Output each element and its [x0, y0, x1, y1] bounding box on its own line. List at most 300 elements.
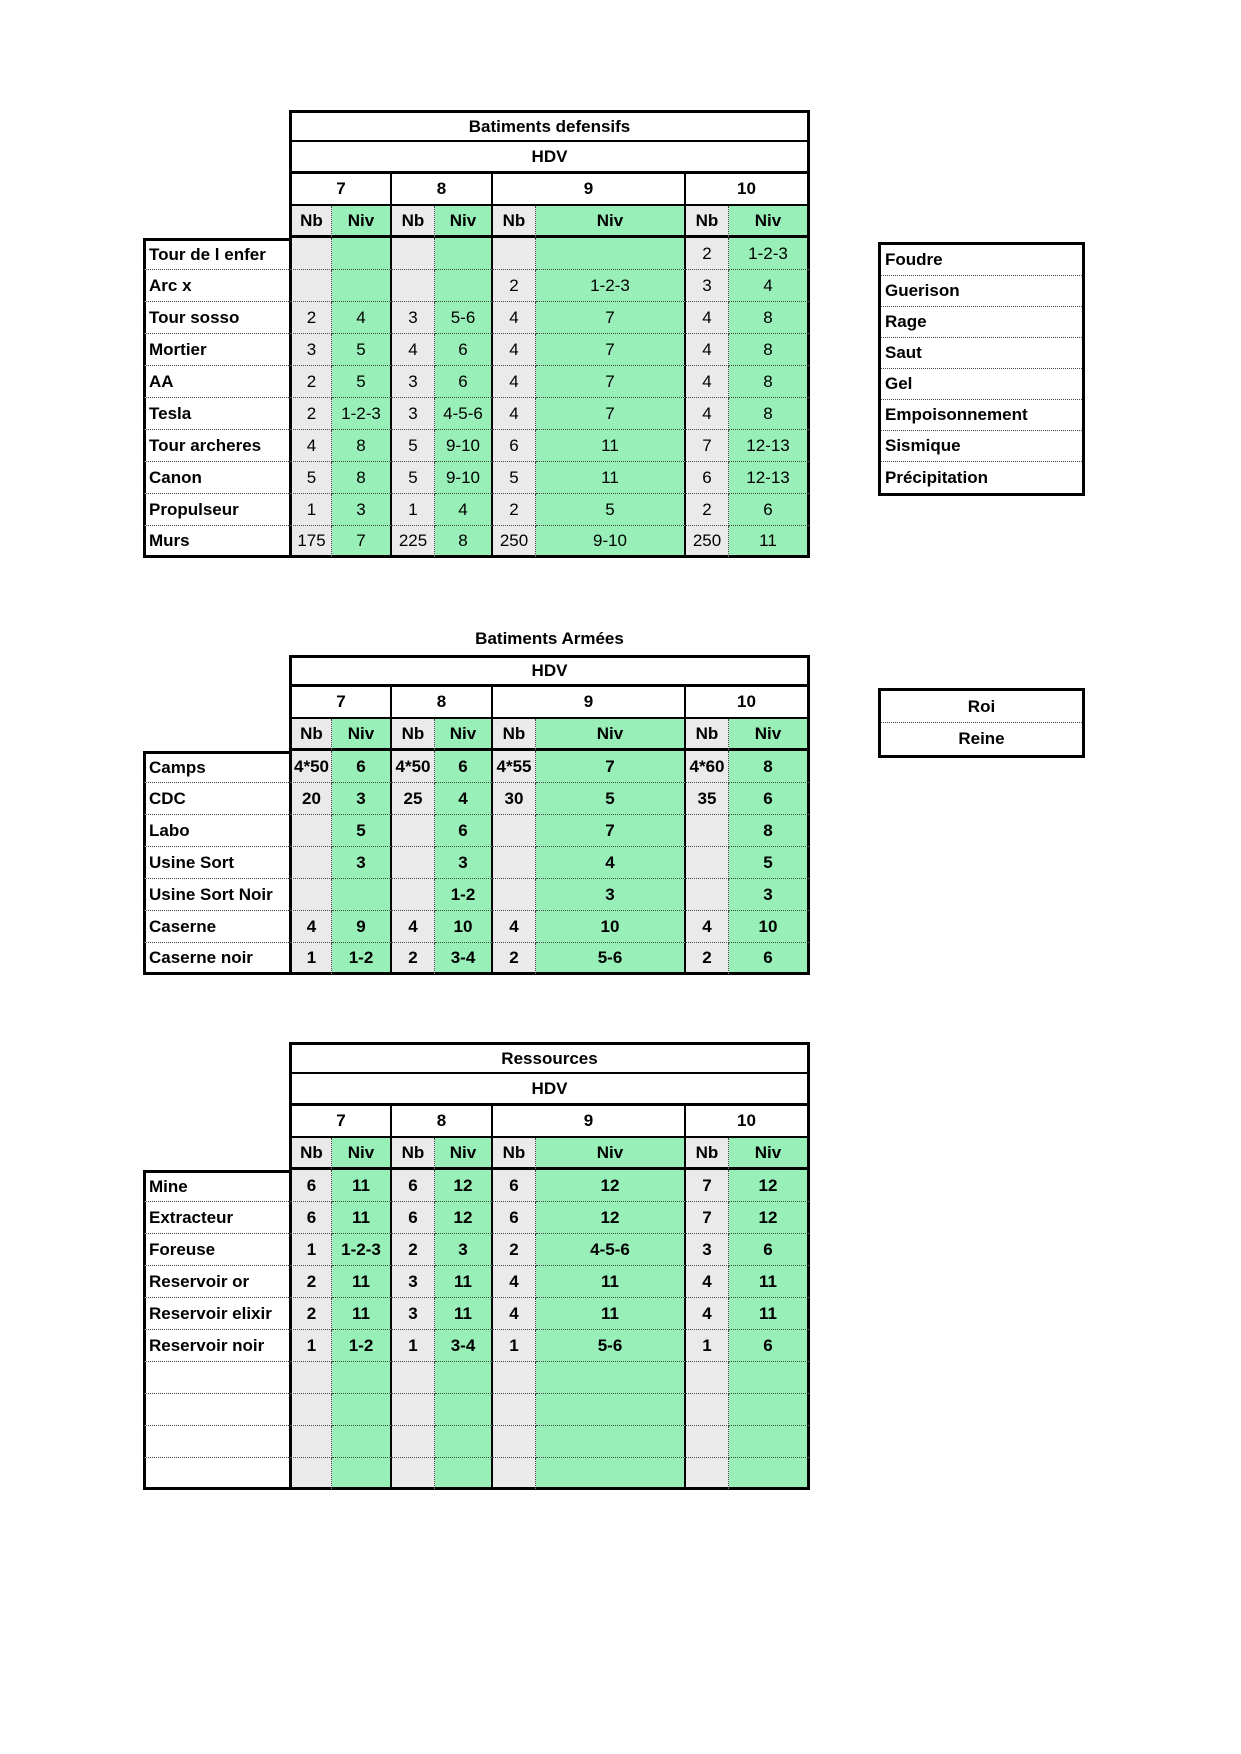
niv-cell: 12 — [435, 1202, 493, 1234]
row-label — [143, 1362, 289, 1394]
row-label — [143, 1426, 289, 1458]
niv-cell: 10 — [536, 911, 686, 943]
nb-cell: 2 — [686, 494, 729, 526]
nb-cell: 225 — [392, 526, 435, 558]
nb-cell: 4 — [686, 302, 729, 334]
niv-cell: 11 — [435, 1298, 493, 1330]
nb-cell — [392, 238, 435, 270]
nb-cell: 4 — [493, 302, 536, 334]
nb-cell — [289, 1426, 332, 1458]
nb-cell: 4*50 — [289, 751, 332, 783]
nb-header: Nb — [392, 206, 435, 238]
nb-cell: 250 — [686, 526, 729, 558]
nb-cell: 3 — [392, 398, 435, 430]
nb-cell — [289, 879, 332, 911]
niv-cell: 1-2 — [332, 943, 392, 975]
spell-item: Gel — [881, 369, 1082, 400]
niv-cell: 6 — [332, 751, 392, 783]
niv-cell: 6 — [729, 494, 810, 526]
row-label: Labo — [143, 815, 289, 847]
nb-cell: 4 — [289, 430, 332, 462]
defensive-table-title: Batiments defensifs — [289, 110, 810, 142]
nb-header: Nb — [686, 206, 729, 238]
nb-cell — [392, 1458, 435, 1490]
nb-cell: 4 — [493, 911, 536, 943]
nb-cell: 2 — [392, 1234, 435, 1266]
niv-cell: 5-6 — [435, 302, 493, 334]
row-label: Propulseur — [143, 494, 289, 526]
niv-cell: 12-13 — [729, 462, 810, 494]
row-label: Extracteur — [143, 1202, 289, 1234]
nb-cell: 6 — [493, 1202, 536, 1234]
level-header-9: 9 — [493, 1106, 686, 1138]
nb-cell: 7 — [686, 430, 729, 462]
niv-cell: 11 — [536, 462, 686, 494]
nb-cell: 2 — [392, 943, 435, 975]
row-label: Canon — [143, 462, 289, 494]
nb-cell: 3 — [686, 1234, 729, 1266]
nb-cell: 4*55 — [493, 751, 536, 783]
niv-cell: 7 — [536, 398, 686, 430]
nb-cell — [493, 1394, 536, 1426]
nb-cell — [686, 1394, 729, 1426]
nb-cell: 2 — [686, 238, 729, 270]
nb-cell: 20 — [289, 783, 332, 815]
niv-cell: 4 — [435, 494, 493, 526]
nb-cell: 4 — [686, 911, 729, 943]
niv-cell: 12 — [729, 1170, 810, 1202]
row-label — [143, 1394, 289, 1426]
niv-cell — [729, 1394, 810, 1426]
niv-cell — [729, 1426, 810, 1458]
niv-header: Niv — [536, 206, 686, 238]
level-header-8: 8 — [392, 687, 493, 719]
resources-table — [143, 1042, 810, 1490]
niv-cell: 11 — [332, 1266, 392, 1298]
niv-cell: 9 — [332, 911, 392, 943]
niv-cell: 11 — [435, 1266, 493, 1298]
nb-cell: 4*50 — [392, 751, 435, 783]
nb-cell: 2 — [289, 1298, 332, 1330]
niv-header: Niv — [729, 1138, 810, 1170]
nb-cell: 1 — [289, 494, 332, 526]
nb-cell — [289, 238, 332, 270]
nb-cell: 4 — [493, 1298, 536, 1330]
nb-cell: 5 — [392, 430, 435, 462]
nb-cell: 7 — [686, 1202, 729, 1234]
nb-cell: 6 — [289, 1170, 332, 1202]
niv-cell: 11 — [332, 1202, 392, 1234]
niv-cell — [435, 238, 493, 270]
niv-cell: 5 — [729, 847, 810, 879]
nb-cell: 6 — [686, 462, 729, 494]
nb-cell: 2 — [289, 1266, 332, 1298]
niv-cell: 11 — [729, 1266, 810, 1298]
nb-cell — [493, 1426, 536, 1458]
nb-cell: 6 — [493, 1170, 536, 1202]
nb-cell — [289, 270, 332, 302]
row-label: CDC — [143, 783, 289, 815]
niv-cell: 9-10 — [435, 462, 493, 494]
nb-cell: 3 — [392, 1266, 435, 1298]
niv-cell: 5-6 — [536, 1330, 686, 1362]
row-label: Mine — [143, 1170, 289, 1202]
level-header-7: 7 — [289, 687, 392, 719]
niv-cell — [435, 1362, 493, 1394]
nb-cell: 30 — [493, 783, 536, 815]
niv-cell: 3-4 — [435, 943, 493, 975]
niv-header: Niv — [435, 206, 493, 238]
niv-cell — [332, 1426, 392, 1458]
niv-cell: 8 — [729, 815, 810, 847]
nb-cell — [493, 238, 536, 270]
niv-cell — [435, 1394, 493, 1426]
niv-cell: 1-2-3 — [536, 270, 686, 302]
niv-cell: 4 — [729, 270, 810, 302]
row-label: AA — [143, 366, 289, 398]
niv-cell — [536, 238, 686, 270]
niv-cell: 3 — [435, 847, 493, 879]
row-label: Tour sosso — [143, 302, 289, 334]
niv-cell: 6 — [435, 815, 493, 847]
niv-cell: 6 — [435, 334, 493, 366]
niv-cell: 6 — [435, 366, 493, 398]
niv-cell — [332, 879, 392, 911]
niv-cell: 4 — [332, 302, 392, 334]
niv-cell — [729, 1362, 810, 1394]
niv-cell: 1-2-3 — [332, 398, 392, 430]
niv-cell: 5 — [536, 783, 686, 815]
niv-header: Niv — [435, 1138, 493, 1170]
nb-header: Nb — [392, 719, 435, 751]
nb-cell — [686, 815, 729, 847]
nb-header: Nb — [686, 719, 729, 751]
hero-item: Roi — [881, 691, 1082, 723]
spell-item: Foudre — [881, 245, 1082, 276]
niv-cell — [536, 1394, 686, 1426]
nb-cell: 6 — [392, 1202, 435, 1234]
nb-cell: 175 — [289, 526, 332, 558]
niv-cell: 7 — [536, 334, 686, 366]
niv-cell: 1-2 — [332, 1330, 392, 1362]
niv-cell: 8 — [729, 366, 810, 398]
niv-cell — [332, 270, 392, 302]
niv-cell — [435, 270, 493, 302]
level-header-7: 7 — [289, 1106, 392, 1138]
nb-cell — [392, 879, 435, 911]
row-label: Usine Sort — [143, 847, 289, 879]
row-label: Foreuse — [143, 1234, 289, 1266]
nb-cell — [392, 815, 435, 847]
niv-header: Niv — [729, 206, 810, 238]
level-header-10: 10 — [686, 687, 810, 719]
nb-cell: 2 — [289, 302, 332, 334]
row-label: Reservoir noir — [143, 1330, 289, 1362]
nb-cell — [289, 815, 332, 847]
niv-cell: 3 — [536, 879, 686, 911]
niv-cell: 4 — [536, 847, 686, 879]
nb-cell: 2 — [493, 494, 536, 526]
niv-cell: 8 — [332, 462, 392, 494]
niv-cell: 11 — [332, 1170, 392, 1202]
nb-cell — [686, 847, 729, 879]
nb-cell — [392, 1426, 435, 1458]
spells-list — [878, 242, 1085, 496]
niv-cell: 7 — [332, 526, 392, 558]
nb-cell — [289, 847, 332, 879]
niv-cell: 6 — [729, 1234, 810, 1266]
niv-cell: 6 — [729, 1330, 810, 1362]
nb-cell: 4 — [493, 366, 536, 398]
nb-cell — [493, 879, 536, 911]
niv-cell — [435, 1458, 493, 1490]
level-header-10: 10 — [686, 1106, 810, 1138]
defensive-buildings-table — [143, 110, 810, 558]
niv-cell: 6 — [435, 751, 493, 783]
nb-header: Nb — [493, 1138, 536, 1170]
nb-cell — [686, 879, 729, 911]
nb-cell: 1 — [392, 494, 435, 526]
niv-header: Niv — [435, 719, 493, 751]
nb-header: Nb — [392, 1138, 435, 1170]
army-buildings-table — [143, 623, 810, 975]
niv-cell: 4-5-6 — [435, 398, 493, 430]
row-label: Usine Sort Noir — [143, 879, 289, 911]
resources-table-title: Ressources — [289, 1042, 810, 1074]
level-header-7: 7 — [289, 174, 392, 206]
nb-header: Nb — [493, 719, 536, 751]
niv-cell: 12 — [435, 1170, 493, 1202]
niv-cell: 10 — [435, 911, 493, 943]
niv-cell — [729, 1458, 810, 1490]
niv-header: Niv — [332, 206, 392, 238]
niv-cell — [332, 1394, 392, 1426]
niv-cell: 3 — [332, 783, 392, 815]
hdv-header: HDV — [289, 1074, 810, 1106]
nb-cell: 1 — [289, 1330, 332, 1362]
level-header-9: 9 — [493, 174, 686, 206]
nb-cell — [493, 1458, 536, 1490]
hdv-header: HDV — [289, 142, 810, 174]
nb-cell — [686, 1362, 729, 1394]
nb-cell: 5 — [493, 462, 536, 494]
niv-cell: 9-10 — [435, 430, 493, 462]
nb-cell: 4 — [392, 334, 435, 366]
niv-cell: 12 — [729, 1202, 810, 1234]
niv-cell: 3 — [332, 494, 392, 526]
nb-cell: 5 — [289, 462, 332, 494]
niv-cell: 1-2-3 — [729, 238, 810, 270]
level-header-9: 9 — [493, 687, 686, 719]
niv-cell: 5 — [332, 366, 392, 398]
nb-cell — [392, 1362, 435, 1394]
niv-cell — [332, 238, 392, 270]
niv-cell: 5 — [536, 494, 686, 526]
nb-cell: 4 — [493, 398, 536, 430]
niv-cell: 11 — [729, 1298, 810, 1330]
nb-cell — [392, 270, 435, 302]
niv-cell: 5 — [332, 815, 392, 847]
nb-cell: 6 — [493, 430, 536, 462]
spell-item: Sismique — [881, 431, 1082, 462]
nb-cell: 1 — [392, 1330, 435, 1362]
niv-cell: 8 — [729, 302, 810, 334]
niv-cell — [536, 1426, 686, 1458]
nb-cell — [686, 1458, 729, 1490]
niv-cell: 7 — [536, 366, 686, 398]
nb-cell — [289, 1458, 332, 1490]
nb-cell: 250 — [493, 526, 536, 558]
nb-cell — [289, 1394, 332, 1426]
niv-cell: 5-6 — [536, 943, 686, 975]
nb-cell: 3 — [289, 334, 332, 366]
nb-cell: 4 — [493, 334, 536, 366]
nb-cell: 3 — [392, 366, 435, 398]
niv-cell: 12-13 — [729, 430, 810, 462]
niv-cell: 5 — [332, 334, 392, 366]
nb-cell: 35 — [686, 783, 729, 815]
row-label: Caserne — [143, 911, 289, 943]
nb-cell: 4 — [289, 911, 332, 943]
niv-cell: 7 — [536, 815, 686, 847]
niv-cell: 11 — [332, 1298, 392, 1330]
army-table-title: Batiments Armées — [475, 629, 624, 648]
nb-cell: 5 — [392, 462, 435, 494]
niv-cell — [536, 1362, 686, 1394]
row-label: Mortier — [143, 334, 289, 366]
nb-cell: 2 — [493, 270, 536, 302]
row-label: Reservoir elixir — [143, 1298, 289, 1330]
row-label: Murs — [143, 526, 289, 558]
niv-cell: 11 — [729, 526, 810, 558]
spell-item: Empoisonnement — [881, 400, 1082, 431]
nb-cell — [493, 1362, 536, 1394]
niv-cell: 8 — [332, 430, 392, 462]
nb-header: Nb — [686, 1138, 729, 1170]
hero-item: Reine — [958, 729, 1005, 748]
nb-cell: 1 — [289, 1234, 332, 1266]
niv-cell: 12 — [536, 1202, 686, 1234]
niv-cell — [332, 1362, 392, 1394]
nb-cell: 2 — [289, 398, 332, 430]
hdv-header: HDV — [289, 655, 810, 687]
niv-cell: 8 — [729, 334, 810, 366]
nb-cell: 4 — [686, 1266, 729, 1298]
nb-cell — [392, 847, 435, 879]
niv-cell — [332, 1458, 392, 1490]
spell-item: Précipitation — [885, 467, 988, 487]
nb-header: Nb — [289, 719, 332, 751]
nb-cell: 4 — [686, 334, 729, 366]
nb-cell: 1 — [493, 1330, 536, 1362]
niv-cell: 3 — [332, 847, 392, 879]
niv-header: Niv — [536, 719, 686, 751]
niv-cell: 9-10 — [536, 526, 686, 558]
nb-cell: 2 — [493, 1234, 536, 1266]
niv-cell: 8 — [729, 751, 810, 783]
niv-cell: 4 — [435, 783, 493, 815]
niv-cell: 6 — [729, 783, 810, 815]
nb-cell — [686, 1426, 729, 1458]
niv-cell: 11 — [536, 1266, 686, 1298]
nb-header: Nb — [493, 206, 536, 238]
nb-cell: 3 — [686, 270, 729, 302]
nb-header: Nb — [289, 206, 332, 238]
nb-cell — [392, 1394, 435, 1426]
level-header-10: 10 — [686, 174, 810, 206]
niv-cell: 12 — [536, 1170, 686, 1202]
niv-cell: 8 — [435, 526, 493, 558]
nb-cell: 2 — [493, 943, 536, 975]
niv-cell: 11 — [536, 1298, 686, 1330]
niv-cell: 3 — [435, 1234, 493, 1266]
niv-cell: 10 — [729, 911, 810, 943]
row-label: Reservoir or — [143, 1266, 289, 1298]
nb-cell: 3 — [392, 1298, 435, 1330]
niv-cell: 1-2-3 — [332, 1234, 392, 1266]
nb-cell: 2 — [686, 943, 729, 975]
row-label — [143, 1458, 289, 1490]
nb-cell: 4 — [686, 398, 729, 430]
niv-cell: 4-5-6 — [536, 1234, 686, 1266]
heroes-list — [878, 688, 1085, 758]
niv-header: Niv — [332, 1138, 392, 1170]
niv-cell: 11 — [536, 430, 686, 462]
nb-cell: 6 — [392, 1170, 435, 1202]
level-header-8: 8 — [392, 1106, 493, 1138]
row-label: Camps — [143, 751, 289, 783]
niv-cell: 3 — [729, 879, 810, 911]
nb-cell: 25 — [392, 783, 435, 815]
level-header-8: 8 — [392, 174, 493, 206]
niv-cell: 7 — [536, 302, 686, 334]
niv-cell: 1-2 — [435, 879, 493, 911]
row-label: Tesla — [143, 398, 289, 430]
row-label: Arc x — [143, 270, 289, 302]
spell-item: Saut — [881, 338, 1082, 369]
nb-cell: 4 — [493, 1266, 536, 1298]
nb-cell: 7 — [686, 1170, 729, 1202]
nb-cell — [289, 1362, 332, 1394]
row-label: Tour archeres — [143, 430, 289, 462]
nb-cell — [493, 815, 536, 847]
nb-cell: 6 — [289, 1202, 332, 1234]
niv-cell — [536, 1458, 686, 1490]
niv-header: Niv — [332, 719, 392, 751]
nb-cell: 2 — [289, 366, 332, 398]
niv-cell: 3-4 — [435, 1330, 493, 1362]
nb-cell: 4 — [686, 1298, 729, 1330]
nb-cell: 1 — [289, 943, 332, 975]
nb-cell: 3 — [392, 302, 435, 334]
nb-header: Nb — [289, 1138, 332, 1170]
spell-item: Guerison — [881, 276, 1082, 307]
row-label: Caserne noir — [143, 943, 289, 975]
nb-cell: 1 — [686, 1330, 729, 1362]
niv-cell — [435, 1426, 493, 1458]
row-label: Tour de l enfer — [143, 238, 289, 270]
niv-cell: 8 — [729, 398, 810, 430]
nb-cell: 4 — [392, 911, 435, 943]
niv-cell: 7 — [536, 751, 686, 783]
nb-cell — [493, 847, 536, 879]
niv-header: Niv — [729, 719, 810, 751]
niv-header: Niv — [536, 1138, 686, 1170]
nb-cell: 4*60 — [686, 751, 729, 783]
niv-cell: 6 — [729, 943, 810, 975]
nb-cell: 4 — [686, 366, 729, 398]
spell-item: Rage — [881, 307, 1082, 338]
